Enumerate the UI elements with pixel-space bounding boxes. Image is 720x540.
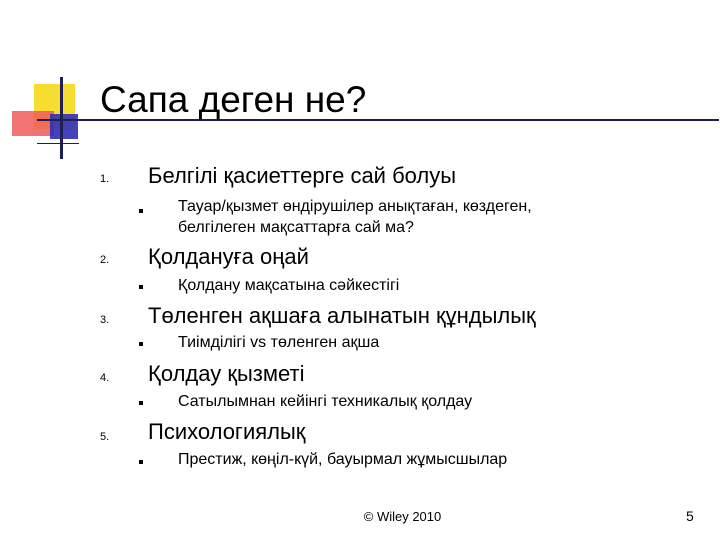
item-number: 1.: [100, 173, 110, 185]
bullet-icon: [139, 209, 143, 213]
item-detail: Қолдану мақсатына сәйкестігі: [178, 277, 400, 294]
deco-blue-square: [50, 114, 78, 139]
item-heading: Психологиялық: [148, 419, 306, 444]
bullet-icon: [139, 342, 143, 346]
footer-copyright: © Wiley 2010: [363, 509, 442, 524]
deco-short-line: [37, 143, 79, 144]
item-heading: Төленген ақшаға алынатын құндылық: [148, 303, 536, 328]
item-detail: Сатылымнан кейінгі техникалық қолдау: [178, 393, 473, 410]
deco-vertical-line: [60, 77, 63, 159]
bullet-icon: [139, 285, 143, 289]
item-heading: Қолдау қызметі: [148, 361, 305, 386]
page-number: 5: [686, 508, 694, 524]
item-number: 4.: [100, 372, 110, 384]
deco-red-square: [12, 111, 54, 136]
item-number: 5.: [100, 431, 110, 443]
item-detail: Тауар/қызмет өндірушілер анықтаған, көздеген,: [178, 198, 532, 215]
bullet-icon: [139, 460, 143, 464]
item-heading: Белгілі қасиеттерге сай болуы: [148, 163, 457, 188]
item-number: 3.: [100, 314, 110, 326]
item-detail: белгілеген мақсаттарға сай ма?: [178, 219, 414, 236]
item-heading: Қолдануға оңай: [148, 244, 309, 269]
item-detail: Престиж, көңіл-күй, бауырмал жұмысшылар: [178, 451, 508, 468]
item-detail: Тиімділігі vs төленген ақша: [178, 334, 380, 351]
bullet-icon: [139, 401, 143, 405]
item-number: 2.: [100, 254, 110, 266]
slide-title: Сапа деген не?: [100, 79, 367, 120]
